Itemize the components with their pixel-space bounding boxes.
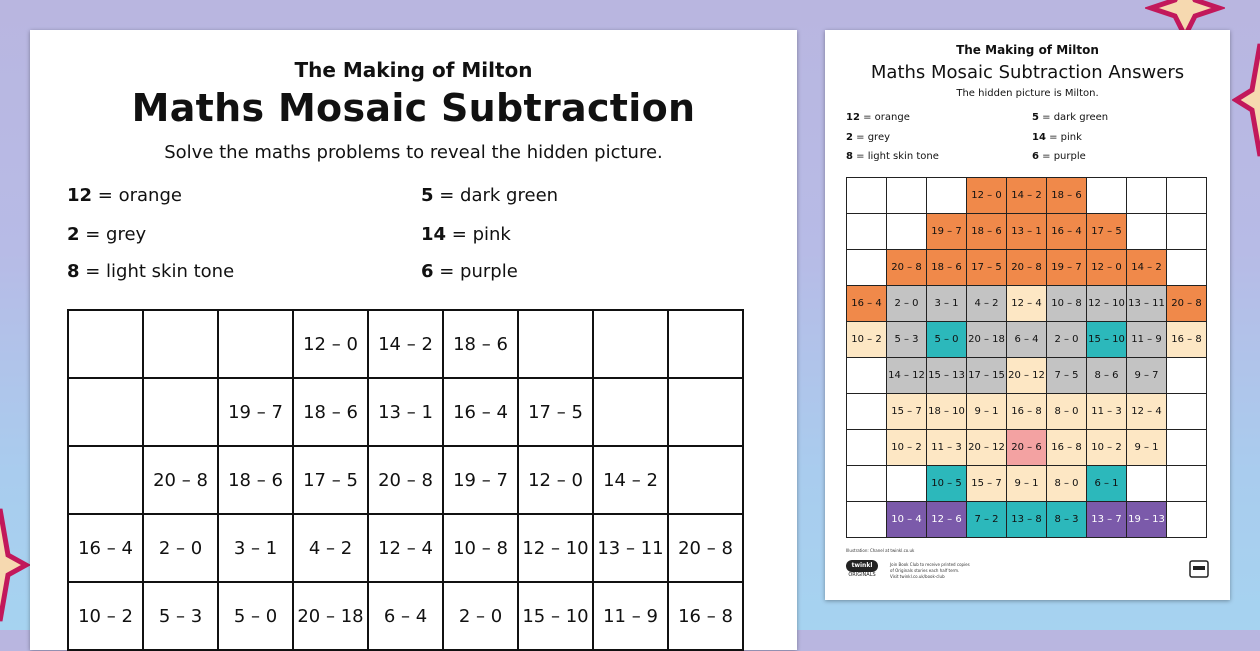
answer-grid-cell: 19 – 7 (1047, 250, 1087, 286)
answer-grid-cell: 7 – 5 (1047, 358, 1087, 394)
answer-grid-cell: 20 – 6 (1007, 430, 1047, 466)
answer-grid-cell: 11 – 3 (927, 430, 967, 466)
answer-grid-cell: 14 – 12 (887, 358, 927, 394)
grid-row (68, 378, 743, 446)
key-item-dark-green: 5 = dark green (421, 185, 559, 206)
book-club-line-3: Visit twinkl.co.uk/book-club (890, 574, 945, 579)
answer-grid-cell: 13 – 11 (1127, 286, 1167, 322)
answer-grid-cell: 8 – 6 (1087, 358, 1127, 394)
answer-key-purple: 6 = purple (1032, 151, 1086, 162)
grid-cell: 12 – 0 (293, 310, 368, 378)
key-item-skin: 8 = light skin tone (67, 261, 235, 282)
answer-grid-cell: 11 – 3 (1087, 394, 1127, 430)
grid-cell: 18 – 6 (293, 378, 368, 446)
twinkl-originals-logo (846, 560, 882, 584)
answer-grid-cell: 20 – 8 (1007, 250, 1047, 286)
grid-cell (593, 378, 668, 446)
worksheet-subtitle: The Making of Milton (294, 58, 533, 82)
originals-logo-text: ORIGINALS (848, 572, 876, 578)
answer-key-grey: 2 = grey (846, 132, 891, 143)
worksheet-title: Maths Mosaic Subtraction (131, 86, 696, 130)
answer-grid-cell (1127, 178, 1167, 214)
answer-grid-cell: 8 – 0 (1047, 466, 1087, 502)
answer-grid-cell (847, 358, 887, 394)
grid-row (68, 310, 743, 378)
grid-cell: 12 – 10 (518, 514, 593, 582)
answer-grid-cell (1167, 214, 1207, 250)
answer-grid-cell (887, 178, 927, 214)
grid-cell: 4 – 2 (293, 514, 368, 582)
grid-cell: 16 – 4 (68, 514, 143, 582)
answer-grid-cell: 12 – 4 (1007, 286, 1047, 322)
answer-grid-cell: 2 – 0 (1047, 322, 1087, 358)
grid-cell: 12 – 0 (518, 446, 593, 514)
answer-grid-cell (887, 214, 927, 250)
answer-grid-row (847, 214, 1207, 250)
answer-grid-row (847, 286, 1207, 322)
grid-cell (68, 310, 143, 378)
answer-grid-cell: 16 – 8 (1047, 430, 1087, 466)
book-club-line-2: of Originals stories each half term. (890, 568, 960, 573)
answers-page (825, 30, 1230, 600)
answer-grid-cell: 5 – 0 (927, 322, 967, 358)
answer-grid-cell: 4 – 2 (967, 286, 1007, 322)
answer-key-pink: 14 = pink (1032, 132, 1082, 143)
grid-cell (668, 310, 743, 378)
grid-cell: 2 – 0 (443, 582, 518, 650)
answer-grid-cell (1087, 178, 1127, 214)
grid-cell (668, 446, 743, 514)
answer-grid-cell: 6 – 1 (1087, 466, 1127, 502)
twinkl-logo-text: twinkl (846, 560, 878, 572)
key-item-purple: 6 = purple (421, 261, 518, 282)
grid-cell: 11 – 9 (593, 582, 668, 650)
answer-grid-row (847, 358, 1207, 394)
grid-cell: 6 – 4 (368, 582, 443, 650)
answer-grid-cell (1167, 250, 1207, 286)
answer-grid-cell: 9 – 1 (1007, 466, 1047, 502)
grid-cell: 20 – 8 (668, 514, 743, 582)
grid-cell: 19 – 7 (218, 378, 293, 446)
answer-grid-cell: 16 – 4 (847, 286, 887, 322)
answer-grid-cell: 17 – 5 (967, 250, 1007, 286)
answer-grid-cell: 16 – 4 (1047, 214, 1087, 250)
grid-cell (218, 310, 293, 378)
answer-grid-cell: 10 – 2 (887, 430, 927, 466)
answer-grid-cell: 11 – 9 (1127, 322, 1167, 358)
answer-grid-cell: 12 – 0 (967, 178, 1007, 214)
answer-grid-row (847, 178, 1207, 214)
answer-grid-cell: 14 – 2 (1127, 250, 1167, 286)
answers-subtitle: The Making of Milton (956, 43, 1099, 57)
grid-cell: 20 – 8 (143, 446, 218, 514)
answer-grid-cell: 10 – 8 (1047, 286, 1087, 322)
key-item-pink: 14 = pink (421, 224, 511, 245)
answer-grid-cell: 15 – 13 (927, 358, 967, 394)
sparkle-right-edge-icon (1232, 40, 1260, 160)
grid-cell: 5 – 0 (218, 582, 293, 650)
answer-grid-cell: 8 – 3 (1047, 502, 1087, 538)
answer-grid-cell (847, 394, 887, 430)
answers-title: Maths Mosaic Subtraction Answers (870, 62, 1185, 83)
illustration-credit: Illustration: Chanel at twinkl.co.uk (846, 548, 915, 553)
answer-grid-cell: 17 – 5 (1087, 214, 1127, 250)
grid-cell: 17 – 5 (518, 378, 593, 446)
grid-cell: 18 – 6 (443, 310, 518, 378)
answer-grid-cell (887, 466, 927, 502)
answer-grid-row (847, 394, 1207, 430)
answer-key-orange: 12 = orange (846, 112, 910, 123)
grid-row (68, 514, 743, 582)
grid-cell: 20 – 8 (368, 446, 443, 514)
answer-grid-cell: 13 – 8 (1007, 502, 1047, 538)
grid-cell (68, 446, 143, 514)
answer-grid-cell: 6 – 4 (1007, 322, 1047, 358)
answer-grid-cell (1167, 358, 1207, 394)
key-item-grey: 2 = grey (67, 224, 147, 245)
answer-grid-cell: 18 – 10 (927, 394, 967, 430)
grid-row (68, 582, 743, 650)
answer-grid-cell: 20 – 8 (1167, 286, 1207, 322)
answer-grid-cell (847, 214, 887, 250)
grid-cell: 16 – 4 (443, 378, 518, 446)
answer-grid-cell: 15 – 7 (887, 394, 927, 430)
grid-cell: 5 – 3 (143, 582, 218, 650)
answer-grid-cell: 9 – 1 (967, 394, 1007, 430)
answer-grid-cell: 10 – 5 (927, 466, 967, 502)
grid-cell: 20 – 18 (293, 582, 368, 650)
grid-cell: 16 – 8 (668, 582, 743, 650)
answer-grid-cell (847, 178, 887, 214)
grid-cell: 2 – 0 (143, 514, 218, 582)
answer-key-dark-green: 5 = dark green (1032, 112, 1109, 123)
answer-grid-cell (847, 250, 887, 286)
answer-grid-cell: 15 – 10 (1087, 322, 1127, 358)
answer-grid-cell: 13 – 7 (1087, 502, 1127, 538)
answer-grid-cell: 12 – 0 (1087, 250, 1127, 286)
grid-cell: 14 – 2 (593, 446, 668, 514)
answer-grid-cell: 20 – 12 (967, 430, 1007, 466)
answer-key-skin: 8 = light skin tone (846, 151, 939, 162)
grid-cell: 12 – 4 (368, 514, 443, 582)
grid-cell (68, 378, 143, 446)
answer-grid-cell (1167, 394, 1207, 430)
answer-grid-cell: 15 – 7 (967, 466, 1007, 502)
answer-grid-cell: 17 – 15 (967, 358, 1007, 394)
answer-grid-cell: 9 – 7 (1127, 358, 1167, 394)
answer-grid-cell: 14 – 2 (1007, 178, 1047, 214)
answer-grid-cell: 3 – 1 (927, 286, 967, 322)
answer-grid-cell: 2 – 0 (887, 286, 927, 322)
worksheet-instructions: Solve the maths problems to reveal the hidden picture. (164, 142, 663, 163)
grid-cell: 10 – 2 (68, 582, 143, 650)
answer-grid-cell: 18 – 6 (967, 214, 1007, 250)
grid-cell: 13 – 1 (368, 378, 443, 446)
answer-grid-cell: 12 – 6 (927, 502, 967, 538)
grid-cell: 14 – 2 (368, 310, 443, 378)
mosaic-grid (67, 309, 744, 651)
grid-cell: 10 – 8 (443, 514, 518, 582)
grid-cell: 19 – 7 (443, 446, 518, 514)
answer-grid-cell (927, 178, 967, 214)
answer-grid-cell (1167, 178, 1207, 214)
sparkle-bottom-left-icon (0, 505, 30, 625)
answer-grid-cell: 10 – 2 (847, 322, 887, 358)
answer-grid-row (847, 250, 1207, 286)
answer-grid-cell (1167, 430, 1207, 466)
key-item-orange: 12 = orange (67, 185, 182, 206)
answer-grid-cell: 18 – 6 (1047, 178, 1087, 214)
answer-grid-row (847, 502, 1207, 538)
grid-cell: 17 – 5 (293, 446, 368, 514)
answers-mosaic-grid (846, 177, 1207, 538)
answer-grid-cell (847, 430, 887, 466)
answer-grid-cell: 19 – 7 (927, 214, 967, 250)
answer-grid-row (847, 322, 1207, 358)
answer-grid-cell (847, 466, 887, 502)
answer-grid-row (847, 430, 1207, 466)
grid-cell: 15 – 10 (518, 582, 593, 650)
answer-grid-cell (1127, 214, 1167, 250)
grid-cell (668, 378, 743, 446)
answer-grid-cell: 18 – 6 (927, 250, 967, 286)
answer-grid-cell: 16 – 8 (1007, 394, 1047, 430)
answer-grid-cell: 5 – 3 (887, 322, 927, 358)
answer-grid-cell (1167, 502, 1207, 538)
answer-grid-cell: 16 – 8 (1167, 322, 1207, 358)
answer-grid-cell: 12 – 4 (1127, 394, 1167, 430)
answer-grid-cell: 19 – 13 (1127, 502, 1167, 538)
answer-grid-cell: 7 – 2 (967, 502, 1007, 538)
answer-grid-cell: 20 – 18 (967, 322, 1007, 358)
grid-cell: 18 – 6 (218, 446, 293, 514)
grid-cell (593, 310, 668, 378)
answer-grid-cell: 12 – 10 (1087, 286, 1127, 322)
book-club-badge-icon (1188, 558, 1210, 580)
answer-grid-cell: 10 – 4 (887, 502, 927, 538)
book-club-line-1: Join Book Club to receive printed copies (890, 562, 970, 567)
answer-grid-cell: 20 – 12 (1007, 358, 1047, 394)
answer-grid-row (847, 466, 1207, 502)
grid-cell (143, 310, 218, 378)
answer-grid-cell (1127, 466, 1167, 502)
grid-row (68, 446, 743, 514)
answer-grid-cell: 20 – 8 (887, 250, 927, 286)
worksheet-page (30, 30, 797, 650)
answer-grid-cell (1167, 466, 1207, 502)
answer-grid-cell: 8 – 0 (1047, 394, 1087, 430)
answer-grid-cell: 10 – 2 (1087, 430, 1127, 466)
answer-grid-cell: 9 – 1 (1127, 430, 1167, 466)
grid-cell: 3 – 1 (218, 514, 293, 582)
grid-cell (143, 378, 218, 446)
answer-grid-cell: 13 – 1 (1007, 214, 1047, 250)
hidden-picture-note: The hidden picture is Milton. (956, 88, 1099, 99)
grid-cell (518, 310, 593, 378)
answer-grid-cell (847, 502, 887, 538)
grid-cell: 13 – 11 (593, 514, 668, 582)
